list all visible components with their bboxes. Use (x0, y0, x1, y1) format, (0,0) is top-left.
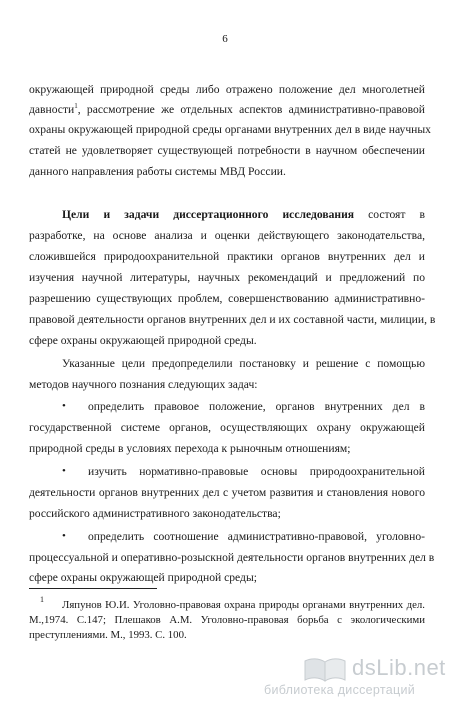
paragraph-1-line-4: статей не удовлетворяет существующей потребности в научном обеспечении (29, 144, 425, 157)
paragraph-1-line-2 (29, 103, 425, 117)
paragraph-1-line-2-rest: , рассмотрение же отдельных аспектов административно-правовой (77, 103, 425, 116)
footnote-divider (29, 588, 157, 589)
paragraph-3-line-2: методов научного познания следующих задач: (29, 378, 258, 391)
footnote-line-1: Ляпунов Ю.И. Уголовно-правовая охрана природы органами внутренних дел. (62, 599, 425, 611)
paragraph-1-line-5: данного направления работы системы МВД России. (29, 165, 286, 178)
paragraph-2-line-1 (62, 208, 425, 222)
task-2-line-1: изучить нормативно-правовые основы природоохранительной (88, 465, 425, 478)
task-1-line-3: природной среды в условиях перехода к рыночным отношениям; (29, 442, 351, 455)
watermark-subtitle: библиотека диссертаций (264, 683, 416, 697)
bullet-icon: • (62, 530, 66, 542)
paragraph-1-line-2-start: давности (29, 103, 75, 116)
footnote-number: 1 (40, 595, 44, 604)
paragraph-2-line-4: изучения научной литературы, научных рекомендаций и предложений по (29, 271, 425, 284)
footnote-line-2: М.,1974. С.147; Плешаков А.М. Уголовно-правовая борьба с экологическими (29, 614, 425, 626)
bullet-icon: • (62, 465, 66, 477)
task-1-line-2: государственной системе органов, осуществляющих охрану окружающей (29, 421, 425, 434)
task-3-line-1: определить соотношение административно-правовой, уголовно- (88, 530, 425, 543)
bullet-icon: • (62, 400, 66, 412)
paragraph-2-line-7: сфере охраны окружающей природной среды. (29, 334, 257, 347)
task-2-line-3: российского административного законодательства; (29, 507, 281, 520)
paragraph-2-line-6: правовой деятельности органов внутренних дел и их составной части, милиции, в (29, 313, 436, 326)
paragraph-2-line-5: разрешению существующих проблем, совершенствованию административно- (29, 292, 425, 305)
task-3-line-3: сфере охраны окружающей природной среды; (29, 571, 257, 584)
open-book-icon (303, 656, 347, 682)
paragraph-2-line-2: разработке, на основе анализа и оценки действующего законодательства, (29, 229, 425, 242)
section-heading: Цели и задачи диссертационного исследования (62, 208, 355, 221)
watermark-title: dsLib.net (352, 655, 446, 680)
paragraph-2-line-3: сложившейся природоохранительной практики органов внутренних дел и (29, 250, 425, 263)
footnote-reference: 1 (74, 102, 78, 111)
task-1-line-1: определить правовое положение, органов внутренних дел в (88, 400, 425, 413)
paragraph-1-line-3: охраны окружающей природной среды органами внутренних дел в виде научных (29, 123, 431, 136)
paragraph-2-line-1-rest: состоят в (368, 208, 426, 221)
task-3-line-2: процессуальной и оперативно-розыскной деятельности органов внутренних дел в (29, 551, 435, 564)
task-2-line-2: деятельности органов внутренних дел с учетом развития и становления нового (29, 486, 425, 499)
paragraph-1-line-1: окружающей природной среды либо отражено положение дел многолетней (29, 83, 425, 96)
footnote-line-3: преступлениями. М., 1993. С. 100. (29, 629, 187, 641)
paragraph-3-line-1: Указанные цели предопределили постановку и решение с помощью (62, 357, 425, 370)
page-number: 6 (222, 33, 228, 45)
